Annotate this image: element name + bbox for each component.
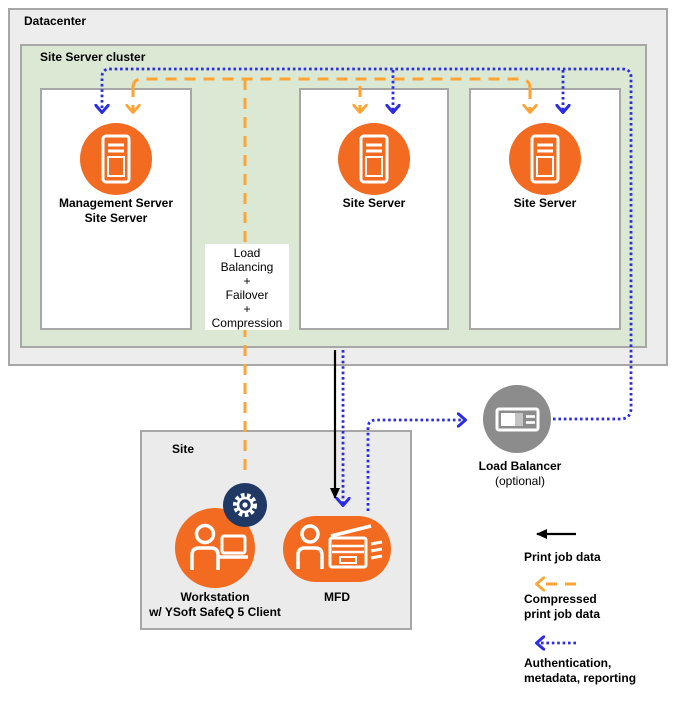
site-server-label-2: Site Server bbox=[513, 196, 577, 210]
site-server-card-2 bbox=[469, 88, 621, 330]
server-tower-icon bbox=[80, 123, 152, 195]
server-tower-icon bbox=[509, 123, 581, 195]
management-server-label: Management Server Site Server bbox=[58, 196, 174, 225]
legend-compressed-label: Compressed print job data bbox=[524, 592, 600, 621]
management-server-card bbox=[40, 88, 192, 330]
management-server-node bbox=[80, 123, 152, 195]
site-server-node-2 bbox=[509, 123, 581, 195]
datacenter-label: Datacenter bbox=[24, 14, 87, 28]
mfd-label: MFD bbox=[324, 590, 350, 604]
gear-icon bbox=[223, 483, 267, 527]
mfd-icon bbox=[283, 516, 391, 582]
site-label: Site bbox=[172, 442, 195, 456]
site-server-card-1 bbox=[299, 88, 449, 330]
cluster-label: Site Server cluster bbox=[40, 50, 146, 64]
load-balancer-icon bbox=[483, 385, 551, 453]
legend-auth-label: Authentication, metadata, reporting bbox=[524, 656, 637, 685]
site-server-node-1 bbox=[338, 123, 410, 195]
legend-print-job-label: Print job data bbox=[524, 550, 601, 564]
safeq-client-badge bbox=[223, 483, 267, 527]
workstation-label: Workstation w/ YSoft SafeQ 5 Client bbox=[149, 590, 281, 619]
load-balancing-note: Load Balancing + Failover + Compression bbox=[205, 244, 289, 330]
server-tower-icon bbox=[338, 123, 410, 195]
site-server-label-1: Site Server bbox=[342, 196, 406, 210]
mfd-node bbox=[283, 516, 391, 582]
load-balancer-label: Load Balancer bbox=[478, 459, 562, 473]
load-balancer-node bbox=[483, 385, 551, 453]
load-balancer-sublabel: (optional) bbox=[494, 474, 546, 488]
